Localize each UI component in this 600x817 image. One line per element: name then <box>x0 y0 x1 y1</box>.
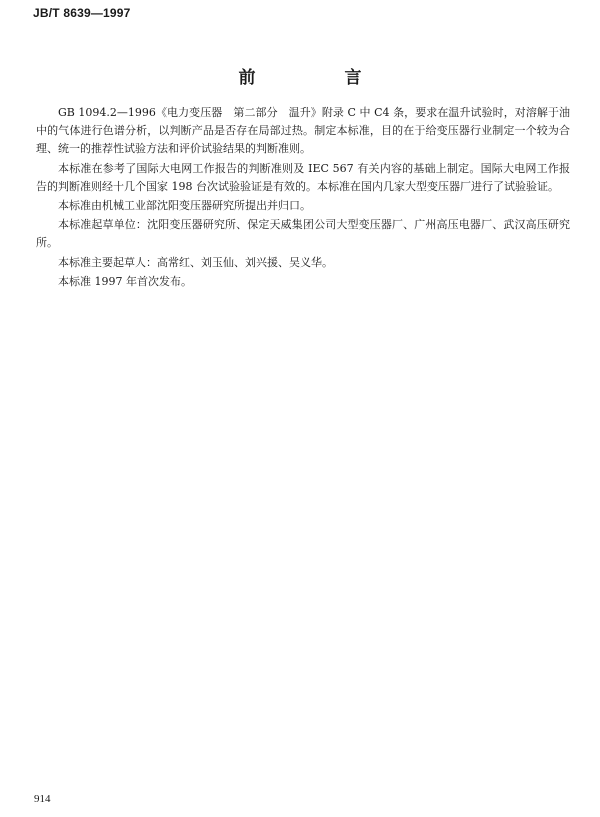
page-number: 914 <box>34 793 51 805</box>
paragraph-publication: 本标准 1997 年首次发布。 <box>58 274 192 288</box>
paragraph-drafting-units: 本标准起草单位：沈阳变压器研究所、保定天威集团公司大型变压器厂、广州高压电器厂、武汉高压研究所。 <box>36 218 570 250</box>
foreword-body <box>36 104 570 292</box>
paragraph-basis: 本标准在参考了国际大电网工作报告的判断准则及 IEC 567 有关内容的基础上制定。国际大电网工作报告的判断准则经十几个国家 198 台次试验验证是有效的。本标准在国内几家大型变压器厂进行了试验验证。 <box>36 161 570 193</box>
standard-code: JB/T 8639—1997 <box>33 6 131 20</box>
paragraph-scope: GB 1094.2—1996《电力变压器 第二部分 温升》附录 C 中 C4 条，要求在温升试验时，对溶解于油中的气体进行色谱分析，以判断产品是否存在局部过热。制定本标准，目的在于给变压器行业制定一个较为合理、统一的推荐性试验方法和评价试验结果的判断准则。 <box>36 106 570 156</box>
page-title: 前 言 <box>238 68 398 88</box>
paragraph-proposer: 本标准由机械工业部沈阳变压器研究所提出并归口。 <box>58 199 311 213</box>
paragraph-drafters: 本标准主要起草人：高常红、刘玉仙、刘兴援、吴义华。 <box>58 255 333 269</box>
